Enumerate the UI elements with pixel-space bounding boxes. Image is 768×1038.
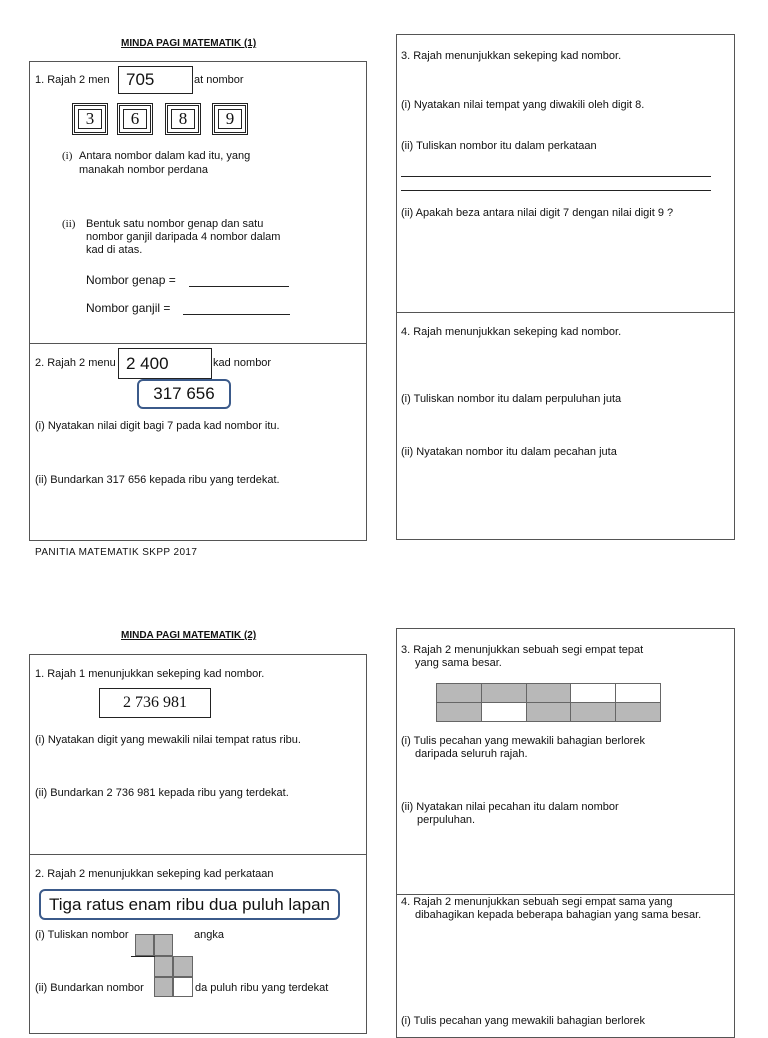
sheet1-title: MINDA PAGI MATEMATIK (1) (121, 38, 257, 49)
s1-q1-i-line1: Antara nombor dalam kad itu, yang (79, 150, 251, 162)
s2-q4-intro-line2: dibahagikan kepada beberapa bahagian yang sama besar. (415, 909, 702, 921)
rectangle-grid-cell (570, 702, 616, 722)
s1-q1-digit-card: 9 (212, 103, 248, 135)
s2-q2-i-left: (i) Tuliskan nombor (35, 929, 129, 941)
s2-q3-i-line1: (i) Tulis pecahan yang mewakili bahagian berlorek (401, 735, 645, 747)
s2-q3-ii-line1: (ii) Nyatakan nilai pecahan itu dalam nombor (401, 801, 619, 813)
s2-q4-i-text: (i) Tulis pecahan yang mewakili bahagian berlorek (401, 1015, 645, 1027)
sheet2-right-divider (396, 894, 735, 895)
s2-q3-ii-line2: perpuluhan. (417, 814, 476, 826)
s2-q1-ii-text: (ii) Bundarkan 2 736 981 kepada ribu yang terdekat. (35, 787, 289, 799)
s1-q4-intro: 4. Rajah menunjukkan sekeping kad nombor. (401, 326, 622, 338)
s1-q2-overlay-card: 2 400 (118, 348, 212, 379)
s1-q1-digit-card: 8 (165, 103, 201, 135)
s1-q1-odd-answer-line[interactable] (183, 314, 290, 315)
s2-q2-grid-cell (135, 934, 154, 956)
s1-q3-iii-text: (ii) Apakah beza antara nilai digit 7 dengan nilai digit 9 ? (401, 207, 674, 219)
rectangle-grid-cell (526, 683, 572, 703)
s1-q1-even-answer-line[interactable] (189, 286, 289, 287)
s2-q1-number-card: 2 736 981 (99, 688, 211, 718)
s1-q1-ii-line1: Bentuk satu nombor genap dan satu (86, 218, 264, 230)
s1-q1-i-number: (i) (62, 150, 73, 162)
sheet1-right-divider (396, 312, 735, 313)
s2-q1-intro: 1. Rajah 1 menunjukkan sekeping kad nombor. (35, 668, 265, 680)
s2-q3-i-line2: daripada seluruh rajah. (415, 748, 528, 760)
s1-q1-ii-line3: kad di atas. (86, 244, 143, 256)
s2-q2-grid-cell (173, 956, 193, 977)
s1-q3-intro: 3. Rajah menunjukkan sekeping kad nombor. (401, 50, 622, 62)
s2-q2-word-card: Tiga ratus enam ribu dua puluh lapan (39, 889, 340, 920)
s1-q3-answer-line-1[interactable] (401, 176, 711, 177)
s2-q2-grid-cell (154, 977, 173, 997)
s1-q3-answer-line-2[interactable] (401, 190, 711, 191)
s1-q1-intro-left: 1. Rajah 2 men (35, 74, 110, 86)
s2-q2-grid-cell (173, 977, 193, 997)
s1-q2-ii-text: (ii) Bundarkan 317 656 kepada ribu yang terdekat. (35, 474, 280, 486)
s2-q3-rectangle-grid (436, 683, 660, 721)
s1-q1-overlay-card: 705 (118, 66, 193, 94)
s1-q1-odd-label: Nombor ganjil = (86, 301, 171, 315)
s2-q1-i-text: (i) Nyatakan digit yang mewakili nilai tempat ratus ribu. (35, 734, 301, 746)
s1-q3-ii-text: (ii) Tuliskan nombor itu dalam perkataan (401, 140, 597, 152)
s1-q4-ii-text: (ii) Nyatakan nombor itu dalam pecahan juta (401, 446, 617, 458)
s2-q3-intro-line2: yang sama besar. (415, 657, 502, 669)
s1-q1-ii-number: (ii) (62, 218, 76, 230)
s1-q2-i-text: (i) Nyatakan nilai digit bagi 7 pada kad nombor itu. (35, 420, 280, 432)
s2-q2-intro: 2. Rajah 2 menunjukkan sekeping kad perkataan (35, 868, 274, 880)
rectangle-grid-cell (526, 702, 572, 722)
s2-q2-grid-baseline (131, 956, 155, 957)
rectangle-grid-cell (615, 702, 661, 722)
s2-q2-ii-left: (ii) Bundarkan nombor (35, 982, 144, 994)
s1-q1-i-line2: manakah nombor perdana (79, 164, 209, 176)
sheet1-footer: PANITIA MATEMATIK SKPP 2017 (35, 547, 198, 558)
s1-q2-number-card: 317 656 (137, 379, 231, 409)
s1-q1-ii-line2: nombor ganjil daripada 4 nombor dalam (86, 231, 281, 243)
s1-q2-intro-right: kad nombor (213, 357, 272, 369)
rectangle-grid-cell (615, 683, 661, 703)
s1-q1-digit-card: 6 (117, 103, 153, 135)
s1-q2-intro-left: 2. Rajah 2 menu (35, 357, 116, 369)
s2-q3-intro-line1: 3. Rajah 2 menunjukkan sebuah segi empat tepat (401, 644, 644, 656)
rectangle-grid-cell (570, 683, 616, 703)
s1-q1-intro-right: at nombor (194, 74, 244, 86)
s2-q4-intro-line1: 4. Rajah 2 menunjukkan sebuah segi empat sama yang (401, 896, 673, 908)
s1-q1-even-label: Nombor genap = (86, 273, 176, 287)
s2-q2-grid-cell (154, 956, 173, 977)
s1-q3-i-text: (i) Nyatakan nilai tempat yang diwakili oleh digit 8. (401, 99, 645, 111)
s2-q2-ii-right: da puluh ribu yang terdekat (195, 982, 329, 994)
rectangle-grid-cell (481, 702, 527, 722)
s2-q2-i-right: angka (194, 929, 224, 941)
rectangle-grid-cell (436, 683, 482, 703)
rectangle-grid-cell (436, 702, 482, 722)
s1-q1-digit-card: 3 (72, 103, 108, 135)
s2-q2-grid-cell (154, 934, 173, 956)
rectangle-grid-cell (481, 683, 527, 703)
sheet1-left-divider (29, 343, 367, 344)
s1-q4-i-text: (i) Tuliskan nombor itu dalam perpuluhan juta (401, 393, 622, 405)
sheet2-title: MINDA PAGI MATEMATIK (2) (121, 630, 257, 641)
sheet2-left-divider (29, 854, 367, 855)
